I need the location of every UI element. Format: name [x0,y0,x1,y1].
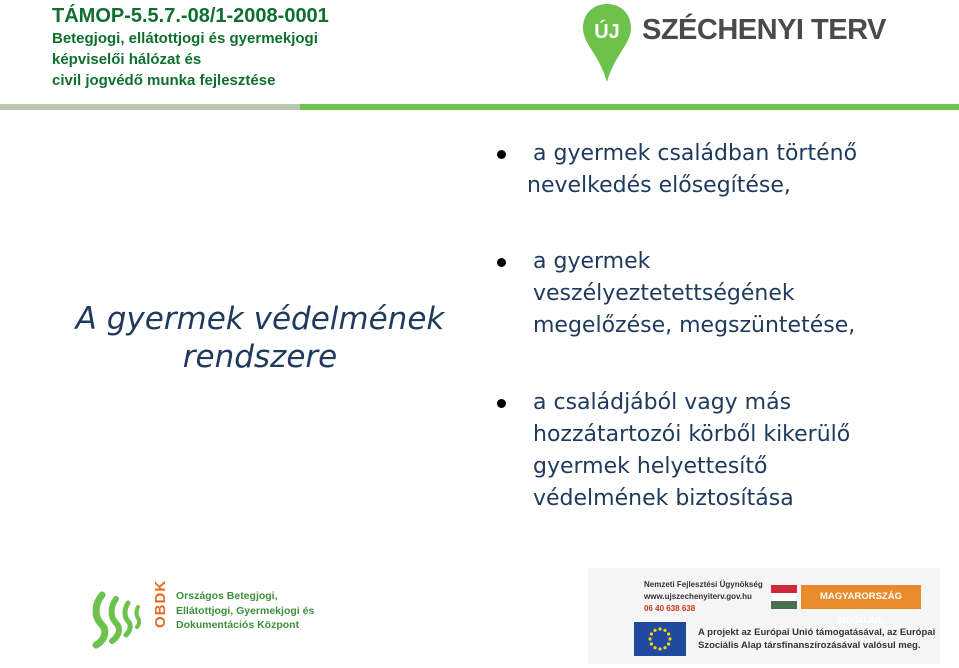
eu-funding-line-1: A projekt az Európai Unió támogatásával, az Európai [698,627,936,638]
eu-funding-note [698,626,935,652]
slide-title-line-1: A gyermek védelmének [75,301,445,337]
obdk-name-line-3: Dokumentációs Központ [176,619,300,631]
obdk-name-line-1: Országos Betegjogi, [176,590,278,602]
nfu-info [644,579,763,615]
slide-title-line-2: rendszere [182,339,338,375]
bullet-item [495,387,935,515]
szechenyi-terv-logo-text: SZÉCHENYI TERV [642,14,886,46]
bullet-line: hozzátartozói körből kikerülő [533,422,851,447]
bullet-dot-icon [497,258,506,267]
bullet-line: veszélyeztetettségének [533,281,795,306]
bullet-line: a családjából vagy más [533,390,792,415]
project-subtitle-line-3: civil jogvédő munka fejlesztése [52,72,276,89]
project-subtitle-line-1: Betegjogi, ellátottjogi és gyermekjogi [52,30,318,47]
szechenyi-pin-logo [581,2,633,91]
project-subtitle-line-2: képviselői hálózat és [52,51,202,68]
bullet-line: a gyermek családban történő [533,141,858,166]
project-header [52,4,329,91]
obdk-name-line-2: Ellátottjogi, Gyermekjogi és [176,604,315,617]
bullet-line: megelőzése, megszüntetése, [533,313,856,338]
nfu-phone: 06 40 638 638 [644,604,696,613]
project-code: TÁMOP-5.5.7.-08/1-2008-0001 [52,5,329,27]
eu-funding-line-2: Szociális Alap társfinanszírozásával valósul meg. [698,640,921,651]
bullet-dot-icon [497,150,506,159]
bullet-line: a gyermek [533,249,651,274]
bullet-line: nevelkedés elősegítése, [527,173,791,198]
hungarian-flag-icon [771,585,797,609]
bullet-line: gyermek helyettesítő [533,454,768,479]
bullet-item [495,138,935,202]
bullet-item [495,246,935,342]
obdk-acronym: OBDK [152,579,169,628]
obdk-name [176,589,314,633]
hungary-renews-badge [771,585,921,626]
eu-flag-icon [634,622,686,656]
szechenyi-pin-text: ÚJ [594,21,620,43]
nfu-url: www.ujszechenyiterv.gov.hu [644,592,752,601]
slide-title [70,300,450,376]
header-divider [0,104,959,110]
hungary-renews-label: MAGYARORSZÁG MEGÚJUL [801,585,921,609]
bullet-line: védelmének biztosítása [533,486,794,511]
bullet-dot-icon [497,399,506,408]
nfu-agency: Nemzeti Fejlesztési Ügynökség [644,580,763,589]
